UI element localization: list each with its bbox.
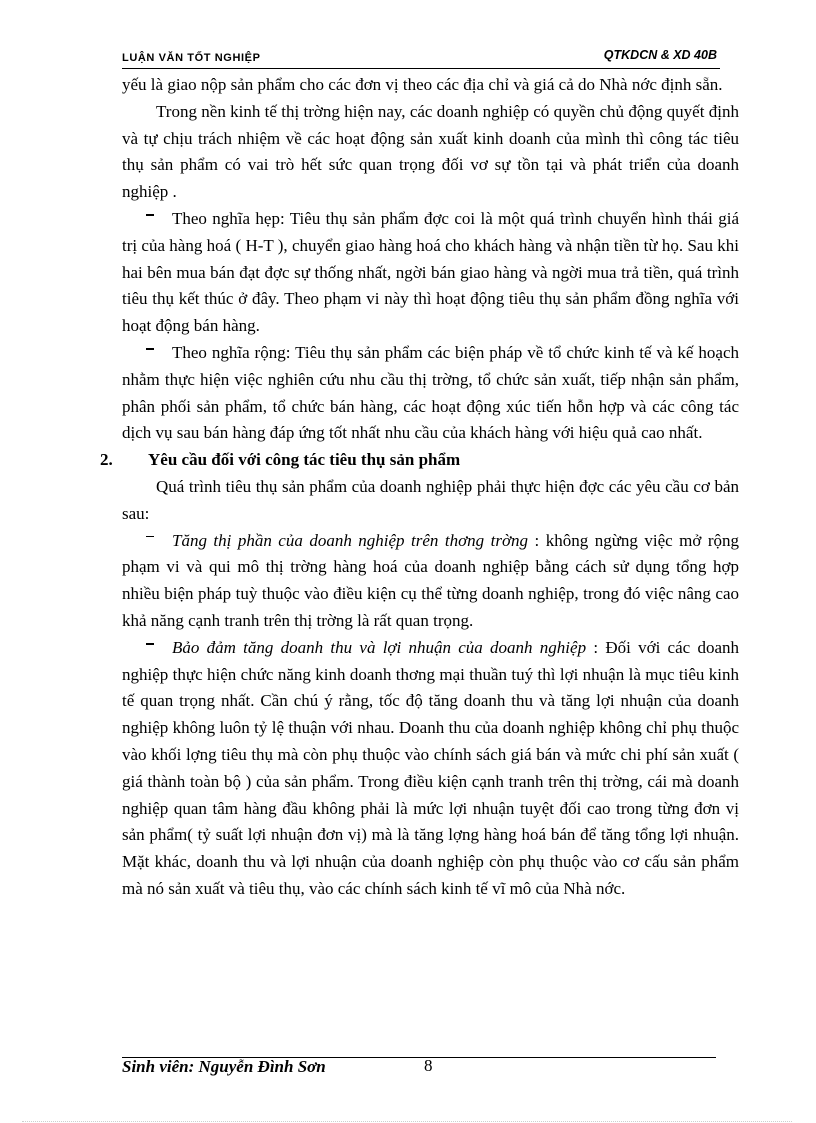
paragraph-continuation: yếu là giao nộp sản phẩm cho các đơn vị theo các địa chỉ và giá cả do Nhà nớc định sẵn. (122, 75, 723, 94)
footer-student-name: Sinh viên: Nguyễn Đình Sơn (122, 1057, 326, 1076)
bullet-dash (122, 528, 172, 555)
header-divider (122, 68, 720, 69)
paragraph-broad-definition (122, 340, 739, 447)
paragraph-broad-text: Theo nghĩa rộng: Tiêu thụ sản phẩm các biện pháp về tổ chức kinh tế và kế hoạch nhằm thực hiện việc nghiên cứu nhu cầu thị trờng, tổ chức sản xuất, tiếp nhận sản phẩm, phân phối sản phẩm, tổ chức bán hàng, các hoạt động xúc tiến hỗn hợp và các công tác dịch vụ sau bán hàng đáp ứng tốt nhất nhu cầu của khách hàng với hiệu quả cao nhất. (122, 342, 739, 443)
paragraph-narrow-definition (122, 206, 739, 340)
revenue-profit-text: : Đối với các doanh nghiệp thực hiện chức năng kinh doanh thơng mại thuần tuý thì lợi nhuận là mục tiêu kinh tế quan trọng nhất. Cần chú ý rằng, tốc độ tăng doanh thu và tăng lợi nhuận của doanh nghiệp không luôn tỷ lệ thuận với nhau. Doanh thu của doanh nghiệp không chỉ phụ thuộc vào khối lợng tiêu thụ mà còn phụ thuộc vào chính sách giá bán và mức chi phí sản xuất ( giá thành toàn bộ ) của sản phẩm. Trong điều kiện cạnh tranh trên thị trờng, cái mà doanh nghiệp quan tâm hàng đầu không phải là mức lợi nhuận tuyệt đối cao trong từng đơn vị sản phẩm( tỷ suất lợi nhuận đơn vị) mà là tăng lợng hàng hoá bán để tăng tổng lợi nhuận. Mặt khác, doanh thu và lợi nhuận của doanh nghiệp còn phụ thuộc vào cơ cấu sản phẩm mà nó sản xuất và tiêu thụ, vào các chính sách kinh tế vĩ mô của Nhà nớc. (122, 637, 739, 898)
paragraph-market-share (122, 528, 739, 635)
page-edge-divider (22, 1121, 792, 1122)
paragraph-requirements-intro: Quá trình tiêu thụ sản phẩm của doanh nghiệp phải thực hiện đợc các yêu cầu cơ bản sau: (122, 476, 739, 523)
bullet-dash (122, 206, 172, 233)
market-share-text: : không ngừng việc mở rộng phạm vi và qui mô thị trờng hàng hoá của doanh nghiệp bằng cách sử dụng tổng hợp nhiều biện pháp tuỳ thuộc vào điều kiện cụ thể từng doanh nghiệp, trong đó việc nâng cao khả năng cạnh tranh trên thị trờng là rất quan trọng. (122, 530, 739, 630)
paragraph-narrow-text: Theo nghĩa hẹp: Tiêu thụ sản phẩm đợc coi là một quá trình chuyển hình thái giá trị của hàng hoá ( H-T ), chuyển giao hàng hoá cho khách hàng và nhận tiền từ họ. Sau khi hai bên mua bán đạt đợc sự thống nhất, ngời bán giao hàng và ngời mua trả tiền, quá trình tiêu thụ kết thúc ở đây. Theo phạm vi này thì hoạt động tiêu thụ sản phẩm đồng nghĩa với hoạt động bán hàng. (122, 208, 739, 336)
header-thesis-title: LUẬN VĂN TỐT NGHIỆP (122, 52, 261, 64)
paragraph-revenue-profit (122, 635, 739, 903)
bullet-dash (122, 635, 172, 662)
page-header (122, 48, 717, 68)
page-number: 8 (424, 1056, 433, 1075)
header-class-code: QTKDCN & XD 40B (603, 48, 717, 62)
section-heading (100, 447, 739, 474)
market-share-title: Tăng thị phần của doanh nghiệp trên thơng trờng (172, 530, 529, 550)
revenue-profit-title: Bảo đảm tăng doanh thu và lợi nhuận của doanh nghiệp (172, 637, 587, 657)
bullet-dash (122, 340, 172, 367)
section-number: 2. (100, 450, 113, 470)
page-body (100, 72, 739, 903)
section-title: Yêu cầu đối với công tác tiêu thụ sản phẩm (148, 450, 461, 470)
paragraph-market-economy: Trong nền kinh tế thị trờng hiện nay, các doanh nghiệp có quyền chủ động quyết định và tự chịu trách nhiệm về các hoạt động sản xuất kinh doanh của mình thì công tác tiêu thụ sản phẩm có vai trò hết sức quan trọng đối vơ sự tồn tại và phát triển của doanh nghiệp . (122, 101, 739, 202)
